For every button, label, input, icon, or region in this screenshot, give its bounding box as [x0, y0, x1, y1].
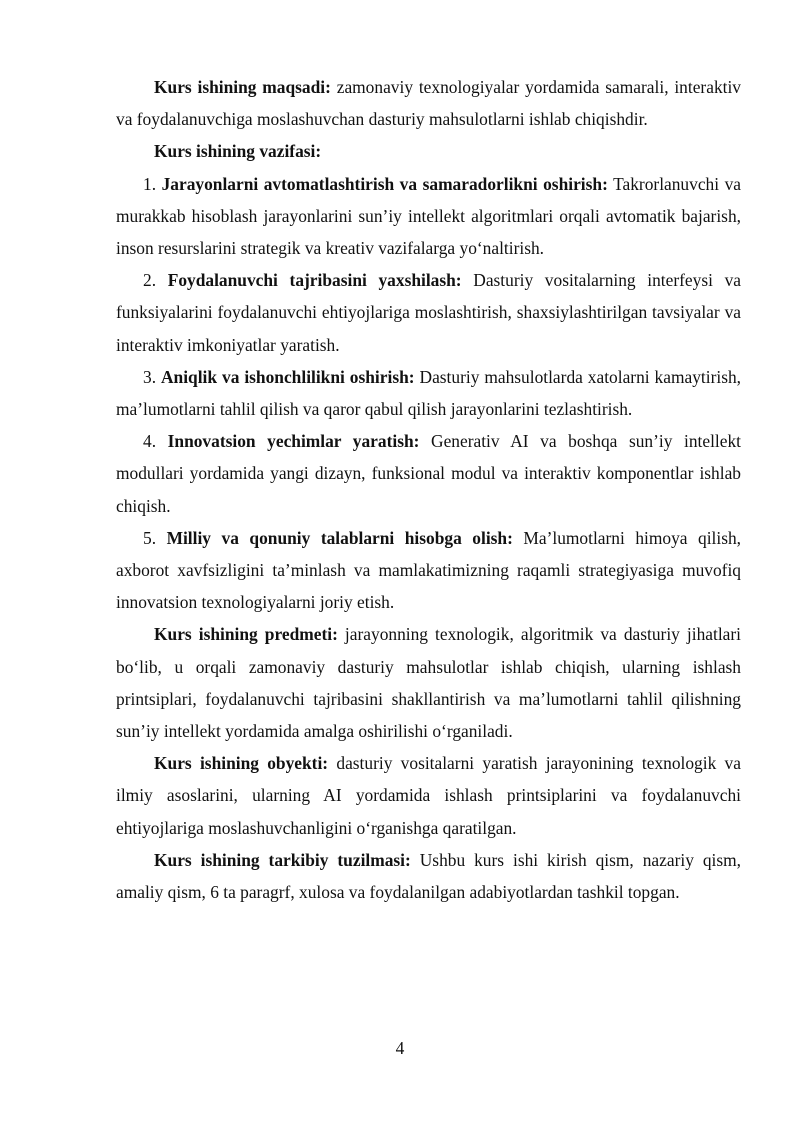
paragraph-tarkibiy: [116, 844, 741, 908]
paragraph-heading: Kurs ishining predmeti:: [154, 624, 338, 645]
list-item-heading: Aniqlik va ishonchlilikni oshirish:: [160, 366, 415, 387]
list-item-text: Takrorlanuvchi va murakkab hisoblash jarayonlarini sun’iy intellekt algoritmlari orqali avtomatik bajarish, inson resurslarini strategik va kreativ vazifalarga yoʻnaltirish.: [116, 173, 742, 259]
list-item-text: Ma’lumotlarni himoya qilish, axborot xavfsizligini ta’minlash va mamlakatimizning raqamli strategiyasiga muvofiq innovatsion texnologiyalarni joriy etish.: [116, 527, 742, 613]
paragraph-heading: Kurs ishining obyekti:: [154, 753, 329, 774]
list-item-4: [116, 425, 741, 522]
paragraph-predmeti: [116, 618, 741, 747]
list-item-heading: Jarayonlarni avtomatlashtirish va samaradorlikni oshirish:: [161, 173, 608, 194]
paragraph-text: dasturiy vositalarni yaratish jarayonining texnologik va ilmiy asoslarini, ularning AI yordamida ishlash printsiplarini va foydalanuvchi ehtiyojlariga moslashuvchanligini oʻrganishga qaratilgan.: [116, 753, 741, 838]
list-item-3: [116, 361, 741, 425]
list-item-heading: Innovatsion yechimlar yaratish:: [167, 431, 420, 452]
paragraph-vazifasi: [116, 135, 741, 167]
document-page: [116, 71, 741, 908]
list-number: 4.: [143, 431, 168, 452]
list-number: 3.: [143, 366, 161, 387]
paragraph-maqsad: [116, 71, 741, 135]
list-item-text: Dasturiy vositalarning interfeysi va funksiyalarini foydalanuvchi ehtiyojlariga moslashtirish, shaxsiylashtirilgan tavsiyalar va interaktiv imkoniyatlar yaratish.: [116, 270, 742, 355]
list-item-text: Dasturiy mahsulotlarda xatolarni kamaytirish, ma’lumotlarni tahlil qilish va qaror qabul qilish jarayonlarini tezlashtirish.: [116, 366, 741, 420]
paragraph-text: Ushbu kurs ishi kirish qism, nazariy qism, amaliy qism, 6 ta paragrf, xulosa va foydalanilgan adabiyotlardan tashkil topgan.: [116, 849, 742, 903]
page-number: 4: [395, 1038, 405, 1058]
paragraph-heading: Kurs ishining maqsadi:: [154, 77, 331, 97]
list-item-1: [116, 168, 741, 265]
paragraph-text: jarayonning texnologik, algoritmik va dasturiy jihatlari boʻlib, u orqali zamonaviy dasturiy mahsulotlar ishlab chiqish, ularning ishlash printsiplari, foydalanuvchi tajribasini shakllantirish va ma’lumotlarni tahlil qilishning sun’iy intellekt yordamida amalga oshirilishi oʻrganiladi.: [116, 624, 741, 742]
paragraph-heading: Kurs ishining vazifasi:: [154, 141, 322, 162]
list-item-5: [116, 522, 741, 619]
paragraph-heading: Kurs ishining tarkibiy tuzilmasi:: [154, 849, 411, 870]
list-item-heading: Milliy va qonuniy talablarni hisobga olish:: [166, 527, 513, 548]
list-number: 5.: [143, 527, 167, 548]
list-item-text: Generativ AI va boshqa sun’iy intellekt modullari yordamida yangi dizayn, funksional modul va interaktiv komponentlar ishlab chiqish.: [116, 431, 741, 516]
list-item-2: [116, 264, 741, 361]
paragraph-obyekti: [116, 747, 741, 844]
list-number: 2.: [143, 270, 168, 291]
list-item-heading: Foydalanuvchi tajribasini yaxshilash:: [167, 270, 462, 291]
list-number: 1.: [143, 173, 162, 194]
paragraph-text: zamonaviy texnologiyalar yordamida samarali, interaktiv va foydalanuvchiga moslashuvchan dasturiy mahsulotlarni ishlab chiqishdir.: [116, 77, 741, 130]
